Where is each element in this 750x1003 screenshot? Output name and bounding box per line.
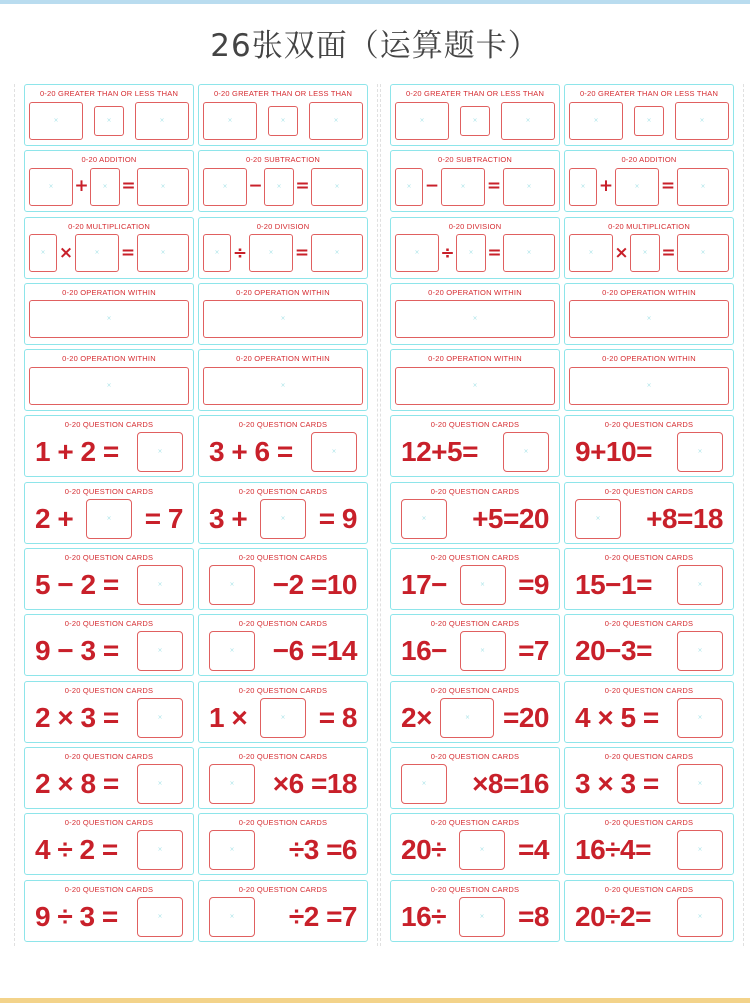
answer-box [90,168,120,206]
card-title: 0-20 DIVISION [256,221,310,231]
card-row [24,813,368,875]
card-title: 0-20 QUESTION CARDS [238,420,328,430]
answer-box [575,499,621,539]
card-title: 0-20 QUESTION CARDS [64,818,154,828]
card-title: 0-20 QUESTION CARDS [430,884,520,894]
card-title: 0-20 QUESTION CARDS [238,486,328,496]
question-card [390,747,560,809]
equation-text: −6 =14 [272,635,357,667]
answer-box [677,698,723,738]
answer-box [677,764,723,804]
question-card [198,747,368,809]
answer-box [395,367,555,405]
question-card [564,747,734,809]
card-title: 0-20 QUESTION CARDS [430,553,520,563]
question-card [564,614,734,676]
question-card [198,880,368,942]
compare-card [24,84,194,146]
card-title: 0-20 QUESTION CARDS [64,619,154,629]
answer-box [460,631,506,671]
answer-box [29,168,73,206]
question-card [24,614,194,676]
equals-sign: = [660,176,676,197]
equation-text: 3 + 6 = [209,436,293,468]
page-title: 26张双面（运算题卡） [210,28,540,64]
symbol-box [634,106,664,136]
card-row [390,747,734,809]
card-row [24,482,368,544]
card-title: 0-20 QUESTION CARDS [64,553,154,563]
answer-box [203,168,247,206]
question-card [198,482,368,544]
answer-box [29,300,189,338]
answer-box [569,168,597,206]
equation-text: 2 + [35,502,74,534]
equation-text: 3 + [209,502,248,534]
multiplication-card [24,217,194,279]
equation-text: 12+5= [401,436,478,468]
equation-text: 20÷ [401,834,447,866]
card-row [24,681,368,743]
equals-sign: = [486,176,502,197]
card-title: 0-20 OPERATION WITHIN [602,287,696,297]
answer-box [260,499,306,539]
answer-box [249,234,293,272]
card-sheet-right [390,84,734,946]
card-title: 0-20 QUESTION CARDS [238,685,328,695]
divide-sign: ÷ [440,242,455,263]
answer-box [209,830,255,870]
equation-text: 16÷ [401,900,447,932]
question-card [24,415,194,477]
equation-text: 1 × [209,701,248,733]
card-title: 0-20 QUESTION CARDS [604,818,694,828]
answer-box [260,698,306,738]
card-title: 0-20 QUESTION CARDS [64,420,154,430]
times-sign: × [58,242,74,263]
answer-box [677,897,723,937]
equation-text: 9+10= [575,436,652,468]
card-title: 0-20 QUESTION CARDS [604,486,694,496]
question-card [390,548,560,610]
card-title: 0-20 OPERATION WITHIN [62,354,156,364]
equation-text: ÷3 =6 [288,834,357,866]
card-title: 0-20 GREATER THAN OR LESS THAN [405,89,545,98]
question-card [564,681,734,743]
card-title: 0-20 QUESTION CARDS [604,884,694,894]
card-row [390,150,734,212]
question-card [390,482,560,544]
card-sheet-left [24,84,368,946]
card-title: 0-20 ADDITION [621,155,677,165]
equation-text: ×8=16 [472,767,549,799]
card-title: 0-20 OPERATION WITHIN [602,354,696,364]
card-row [390,349,734,411]
card-row [24,150,368,212]
question-card [24,548,194,610]
card-title: 0-20 OPERATION WITHIN [428,354,522,364]
answer-box [311,432,357,472]
answer-box [137,897,183,937]
times-sign: × [614,242,629,263]
equation-text: ×6 =18 [272,767,357,799]
symbol-box [268,106,298,136]
equation-text: 5 − 2 = [35,569,119,601]
equation-text: 17− [401,569,447,601]
answer-box [395,300,555,338]
answer-box [569,102,623,140]
operation-card [24,349,194,411]
plus-sign: + [74,176,89,197]
answer-box [456,234,486,272]
answer-box [677,830,723,870]
equation-text: =20 [503,701,549,733]
equation-text: 15−1= [575,569,652,601]
equals-sign: = [661,242,676,263]
card-title: 0-20 OPERATION WITHIN [62,287,156,297]
answer-box [677,565,723,605]
question-card [24,813,194,875]
question-card [24,482,194,544]
equation-text: =8 [518,900,549,932]
equation-text: 1 + 2 = [35,436,119,468]
equation-text: 20−3= [575,635,652,667]
question-card [198,681,368,743]
card-title: 0-20 QUESTION CARDS [430,685,520,695]
answer-box [203,300,363,338]
answer-box [677,432,723,472]
equation-text: 9 ÷ 3 = [35,900,118,932]
equals-sign: = [294,242,310,263]
answer-box [209,631,255,671]
card-title: 0-20 QUESTION CARDS [430,751,520,761]
card-title: 0-20 ADDITION [81,155,137,165]
subtraction-card [390,150,560,212]
question-card [390,880,560,942]
answer-box [459,830,505,870]
equation-text: 4 ÷ 2 = [35,834,118,866]
card-title: 0-20 QUESTION CARDS [604,751,694,761]
compare-card [564,84,734,146]
question-card [24,681,194,743]
card-title: 0-20 MULTIPLICATION [608,221,690,231]
equals-sign: = [487,242,502,263]
card-title: 0-20 QUESTION CARDS [238,553,328,563]
answer-box [137,432,183,472]
bottom-accent-bar [0,998,750,1003]
card-title: 0-20 QUESTION CARDS [64,751,154,761]
card-title: 0-20 QUESTION CARDS [238,884,328,894]
card-title: 0-20 GREATER THAN OR LESS THAN [579,89,719,98]
equation-text: 9 − 3 = [35,635,119,667]
answer-box [29,234,57,272]
card-title: 0-20 QUESTION CARDS [430,420,520,430]
equation-text: = 9 [318,502,357,534]
question-card [564,813,734,875]
equation-text: 16− [401,635,447,667]
minus-sign: − [248,176,263,197]
answer-box [569,300,729,338]
answer-box [311,234,363,272]
operation-card [564,283,734,345]
answer-box [29,102,83,140]
question-card [198,813,368,875]
card-row [24,614,368,676]
card-row [390,880,734,942]
equation-text: 2× [401,701,432,733]
card-row [390,813,734,875]
card-row [24,349,368,411]
card-row [24,415,368,477]
answer-box [459,897,505,937]
equation-text: =4 [518,834,549,866]
operation-card [564,349,734,411]
answer-box [137,764,183,804]
card-row [24,283,368,345]
card-title: 0-20 OPERATION WITHIN [236,354,330,364]
answer-box [503,432,549,472]
question-card [198,415,368,477]
answer-box [460,565,506,605]
card-title: 0-20 GREATER THAN OR LESS THAN [39,89,179,98]
equation-text: ÷2 =7 [288,900,357,932]
card-row [390,415,734,477]
card-title: 0-20 DIVISION [448,221,502,231]
question-card [564,415,734,477]
answer-box [615,168,659,206]
answer-box [677,168,729,206]
answer-box [137,565,183,605]
answer-box [401,764,447,804]
card-title: 0-20 MULTIPLICATION [68,221,150,231]
card-title: 0-20 QUESTION CARDS [238,818,328,828]
question-card [198,614,368,676]
equation-text: 16÷4= [575,834,651,866]
equation-text: = 7 [144,502,183,534]
answer-box [203,102,257,140]
answer-box [29,367,189,405]
card-title: 0-20 QUESTION CARDS [604,619,694,629]
answer-box [401,499,447,539]
card-title: 0-20 QUESTION CARDS [430,619,520,629]
card-title: 0-20 QUESTION CARDS [430,486,520,496]
card-title: 0-20 SUBTRACTION [437,155,513,165]
division-card [198,217,368,279]
divide-sign: ÷ [232,242,248,263]
card-row [390,84,734,146]
answer-box [137,631,183,671]
card-title: 0-20 QUESTION CARDS [604,685,694,695]
answer-box [311,168,363,206]
multiplication-card [564,217,734,279]
question-card [24,747,194,809]
answer-box [677,234,729,272]
equals-sign: = [120,242,136,263]
answer-box [203,234,231,272]
operation-card [198,349,368,411]
equation-text: +8=18 [646,502,723,534]
card-title: 0-20 QUESTION CARDS [64,486,154,496]
answer-box [137,168,189,206]
card-title: 0-20 OPERATION WITHIN [236,287,330,297]
answer-box [501,102,555,140]
card-title: 0-20 QUESTION CARDS [604,553,694,563]
answer-box [395,102,449,140]
question-card [390,813,560,875]
top-accent-bar [0,0,750,4]
equation-text: = 8 [318,701,357,733]
equation-text: =7 [518,635,549,667]
question-card [564,548,734,610]
card-title: 0-20 QUESTION CARDS [604,420,694,430]
card-row [390,548,734,610]
answer-box [264,168,294,206]
equation-text: 2 × 8 = [35,767,119,799]
card-title: 0-20 QUESTION CARDS [64,884,154,894]
card-row [390,217,734,279]
symbol-box [460,106,490,136]
answer-box [630,234,660,272]
compare-card [390,84,560,146]
answer-box [137,830,183,870]
question-card [24,880,194,942]
answer-box [503,234,555,272]
answer-box [441,168,485,206]
question-card [198,548,368,610]
card-row [24,880,368,942]
equation-text: 3 × 3 = [575,767,659,799]
equation-text: 4 × 5 = [575,701,659,733]
compare-card [198,84,368,146]
equation-text: =9 [518,569,549,601]
card-title: 0-20 OPERATION WITHIN [428,287,522,297]
minus-sign: − [424,176,440,197]
answer-box [675,102,729,140]
answer-box [440,698,494,738]
question-card [390,415,560,477]
card-row [24,217,368,279]
division-card [390,217,560,279]
question-card [390,681,560,743]
answer-box [569,234,613,272]
card-row [390,482,734,544]
answer-box [209,565,255,605]
answer-box [309,102,363,140]
question-card [564,880,734,942]
card-title: 0-20 GREATER THAN OR LESS THAN [213,89,353,98]
equation-text: 2 × 3 = [35,701,119,733]
question-card [390,614,560,676]
answer-box [569,367,729,405]
card-row [24,84,368,146]
answer-box [137,698,183,738]
addition-card [24,150,194,212]
plus-sign: + [598,176,614,197]
card-row [390,283,734,345]
answer-box [677,631,723,671]
operation-card [390,349,560,411]
card-row [24,548,368,610]
operation-card [24,283,194,345]
answer-box [137,234,189,272]
answer-box [209,897,255,937]
answer-box [203,367,363,405]
symbol-box [94,106,124,136]
equation-text: −2 =10 [272,569,357,601]
card-row [390,681,734,743]
card-title: 0-20 QUESTION CARDS [238,751,328,761]
card-title: 0-20 QUESTION CARDS [430,818,520,828]
answer-box [209,764,255,804]
operation-card [198,283,368,345]
equation-text: +5=20 [472,502,549,534]
subtraction-card [198,150,368,212]
answer-box [395,234,439,272]
operation-card [390,283,560,345]
card-row [24,747,368,809]
card-title: 0-20 QUESTION CARDS [238,619,328,629]
equals-sign: = [121,176,136,197]
equation-text: 20÷2= [575,900,651,932]
equals-sign: = [295,176,310,197]
addition-card [564,150,734,212]
answer-box [75,234,119,272]
card-title: 0-20 SUBTRACTION [245,155,321,165]
answer-box [86,499,132,539]
answer-box [503,168,555,206]
card-title: 0-20 QUESTION CARDS [64,685,154,695]
question-card [564,482,734,544]
answer-box [135,102,189,140]
answer-box [395,168,423,206]
card-row [390,614,734,676]
